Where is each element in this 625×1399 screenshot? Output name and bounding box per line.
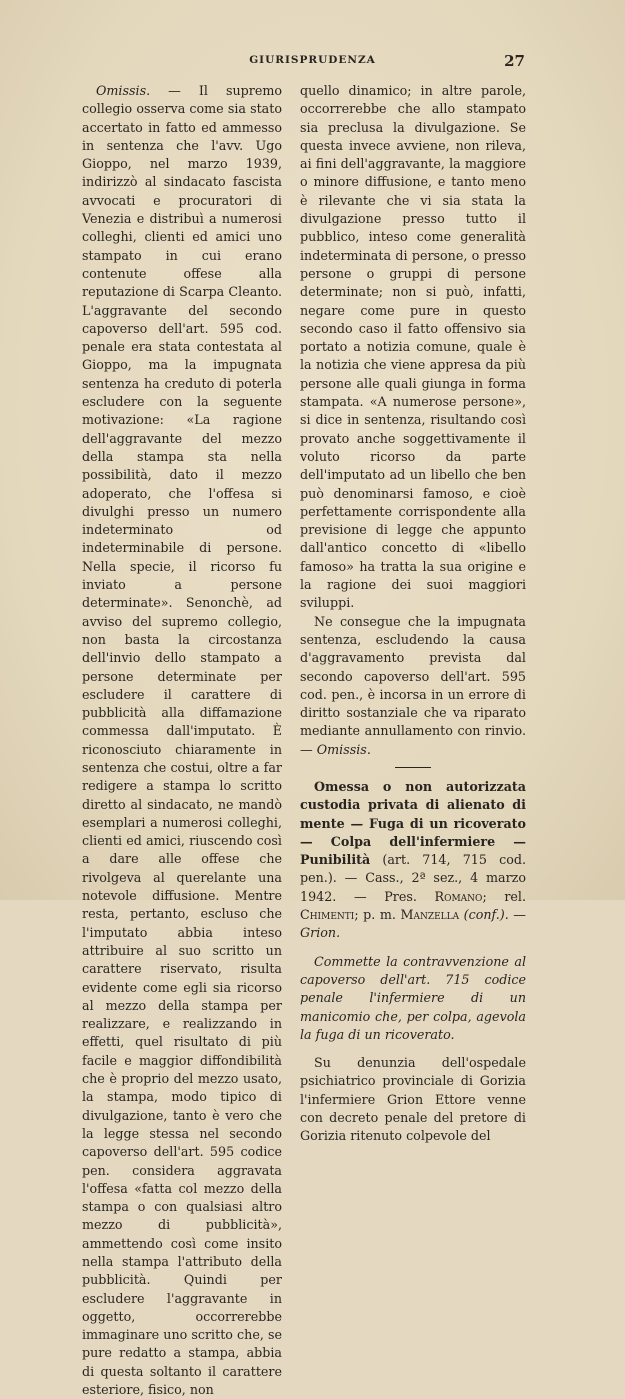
prosecutor-name: Manzella — [400, 907, 460, 923]
section-divider — [395, 767, 431, 768]
paragraph-text: — Il supremo collegio osserva come sia stato accertato in fatto ed ammesso in sentenza che l'avv. Ugo Gioppo, nel marzo 1939, indirizzò al sindacato fascista avvocati e procuratori di Venezia e distribuì a numerosi colleghi, clienti ed amici uno stampato in cui erano contenute offese alla reputazione di Scarpa Cleanto. L'aggravante del secondo capoverso dell'art. 595 cod. penale era stata contestata al Gioppo, ma la impugnata sentenza ha creduto di poterla escludere con la seguente motivazione: «La ragione dell'aggravante del mezzo della stampa sta nella possibilità, dato il mezzo adoperato, che l'offesa si divulghi presso un numero indeterminato od indeterminabile di persone. Nella specie, il ricorso fu inviato a persone determinate». Senonchè, ad avviso del supremo collegio, non basta la circostanza dell'invio dello stampato a persone determinate per escludere il carattere di pubblicità alla diffamazione commessa dall'imputato. È riconosciuto chiaramente in sentenza che costui, oltre a far redigere a stampa lo scritto diretto al sindacato, ne mandò esemplari a numerosi colleghi, clienti ed amici, riuscendo così a dare alle offese che rivolgeva al querelante una notevole diffusione. Mentre resta, pertanto, escluso che l'imputato abbia inteso attribuire al suo scritto un carattere riservato, risulta evidente come egli sia ricorso al mezzo della stampa per realizzare, e realizzando in effetti, quel risultato di più facile e maggior diffondibilità che è proprio del mezzo usato, la stampa, modo tipico di divulgazione, tanto è vero che la legge stessa nel secondo capoverso dell'art. 595 codice pen. considera aggravata l'offesa «fatta col mezzo della stampa o con qualsiasi altro mezzo di pubblicità», ammettendo così come insito nella stampa l'attributo della pubblicità. Quindi per escludere l'aggravante in oggetto, occorrerebbe immaginare uno scritto che, se pure redatto a stampa, abbia di questa soltanto il carattere esteriore, fisico, non — [82, 83, 282, 1398]
rel-label: ; rel. — [482, 888, 526, 904]
case-summary: Commette la contravvenzione al capoverso dell'art. 715 codice penale l'infermiere di un manicomio che, per colpa, agevola la fuga di un ricoverato. — [300, 953, 526, 1042]
case-heading-refs: (art. 714, 715 cod. pen.). — Cass., 2ª sez., 4 marzo 1942. — Pres. — [300, 852, 526, 904]
left-column — [82, 82, 282, 1399]
case-heading — [300, 778, 526, 943]
paragraph-continuation: quello dinamico; in altre parole, occorrerebbe che allo stampato sia preclusa la divulgazione. Se questa invece avviene, non rileva, ai fini dell'aggravante, la maggiore o minore diffusione, e tanto meno è rilevante che vi sia stata la divulgazione presso tutto il pubblico, inteso come generalità indeterminata di persone, o presso persone o gruppi di persone determinate; non si può, infatti, negare come pure in questo secondo caso il fatto offensivo sia portato a notizia comune, quale è la notizia che viene appresa da più persone alle quali giunga in forma stampata. «A numerose persone», si dice in sentenza, risultando così provato anche soggettivamente il voluto ricorso da parte dell'imputato ad un libello che ben può denominarsi famoso, e cioè perfettamente corrispondente alla previsione di legge che appunto dall'antico concetto di «libello famoso» ha tratta la sua origine e la ragione dei suoi maggiori sviluppi. — [300, 83, 526, 611]
paragraph-text: Ne consegue che la impugnata sentenza, escludendo la causa d'aggravamento prevista dal secondo capoverso dell'art. 595 cod. pen., è incorsa in un errore di diritto sostanziale che va riparato mediante annullamento con rinvio. — — [300, 613, 526, 757]
prosecutor-conf: (conf.). — — [459, 907, 526, 923]
rapporteur-name: Chimenti — [300, 907, 355, 923]
right-column — [300, 82, 526, 1146]
paragraph-omissis-ruling — [82, 82, 282, 1399]
omissis-label: Omissis. — [96, 83, 151, 98]
pm-label: ; p. m. — [354, 907, 401, 923]
omissis-label: Omissis. — [316, 741, 371, 757]
defendant-name: Grion. — [300, 925, 341, 941]
paragraph-facts: Su denunzia dell'ospedale psichiatrico provinciale di Gorizia l'infermiere Grion Ettore venne con decreto penale del pretore di Gorizia ritenuto colpevole del — [300, 1055, 526, 1144]
case-heading-main: Omessa o non autorizzata custodia privata di alienato di mente — Fuga di un ricoverato — Colpa dell'infermiere — Punibilità — [300, 778, 526, 868]
running-head — [0, 52, 625, 70]
page-number: 27 — [504, 52, 525, 70]
running-title: GIURISPRUDENZA — [249, 54, 376, 66]
president-name: Romano — [434, 888, 483, 904]
paragraph-conclusion — [300, 613, 526, 759]
